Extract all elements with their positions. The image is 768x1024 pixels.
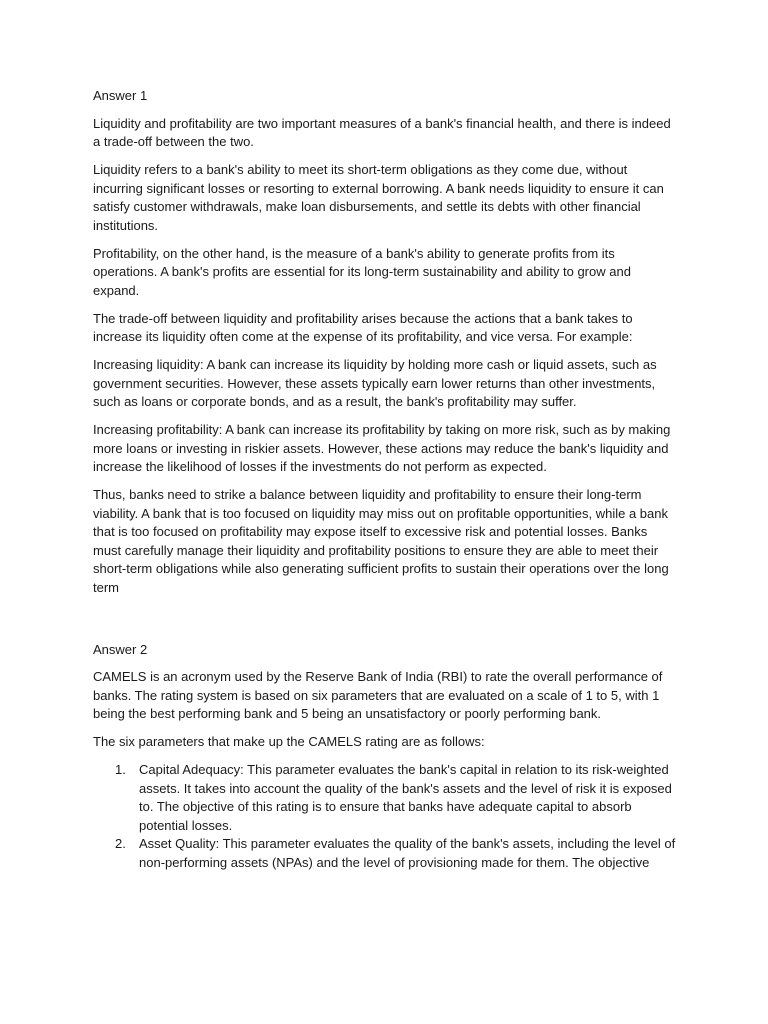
list-item-number: 2. xyxy=(115,836,126,851)
answer-1-paragraph: Thus, banks need to strike a balance between liquidity and profitability to ensure their long-term viability. A bank that is too focused on liquidity may miss out on profitable opportunities, while a bank that is too focused on profitability may expose itself to excessive risk and potential losses. Banks must carefully manage their liquidity and profitability positions to ensure they are able to meet their short-term obligations while also generating sufficient profits to sustain their operations over the long term xyxy=(93,487,669,595)
answer-1-paragraph: Profitability, on the other hand, is the measure of a bank's ability to generate profits from its operations. A bank's profits are essential for its long-term sustainability and ability to grow and expand. xyxy=(93,245,631,298)
answer-2-paragraph: CAMELS is an acronym used by the Reserve Bank of India (RBI) to rate the overall performance of banks. The rating system is based on six parameters that are evaluated on a scale of 1 to 5, with 1 being the best performing bank and 5 being an unsatisfactory or poorly performing bank. xyxy=(93,669,663,721)
answer-1-paragraph: Increasing liquidity: A bank can increase its liquidity by holding more cash or liquid assets, such as government securities. However, these assets typically earn lower returns than other investments, such as loans or corporate bonds, and as a result, the bank's profitability may suffer. xyxy=(93,357,657,409)
camels-parameter-list xyxy=(93,761,678,872)
answer-1-paragraph: Increasing profitability: A bank can increase its profitability by taking on more risk, such as by making more loans or investing in riskier assets. However, these actions may reduce the bank's liquidity and increase the likelihood of losses if the investments do not perform as expected. xyxy=(93,422,671,474)
section-spacer xyxy=(93,607,678,641)
answer-2-paragraph: The six parameters that make up the CAMELS rating are as follows: xyxy=(93,734,485,749)
list-item-text: Asset Quality: This parameter evaluates the quality of the bank's assets, including the level of non-performing assets (NPAs) and the level of provisioning made for them. The objective xyxy=(139,836,676,870)
list-item xyxy=(93,835,678,872)
answer-2-section xyxy=(93,641,678,873)
answer-1-paragraph: Liquidity and profitability are two important measures of a bank's financial health, and there is indeed a trade-off between the two. xyxy=(93,115,671,149)
answer-1-heading: Answer 1 xyxy=(93,88,148,103)
answer-1-paragraph: Liquidity refers to a bank's ability to meet its short-term obligations as they come due, without incurring significant losses or resorting to external borrowing. A bank needs liquidity to ensure it can satisfy customer withdrawals, make loan disbursements, and settle its debts with other financial institutions. xyxy=(93,162,664,233)
list-item-number: 1. xyxy=(115,762,126,777)
list-item-text: Capital Adequacy: This parameter evaluates the bank's capital in relation to its risk-weighted assets. It takes into account the quality of the bank's assets and the level of risk it is exposed to. The objective of this rating is to ensure that banks have adequate capital to absorb potential losses. xyxy=(139,762,672,833)
answer-2-heading: Answer 2 xyxy=(93,641,148,657)
list-item xyxy=(93,761,678,835)
answer-1-paragraph: The trade-off between liquidity and profitability arises because the actions that a bank takes to increase its liquidity often come at the expense of its profitability, and vice versa. For example: xyxy=(93,310,633,344)
answer-1-section xyxy=(93,87,678,597)
